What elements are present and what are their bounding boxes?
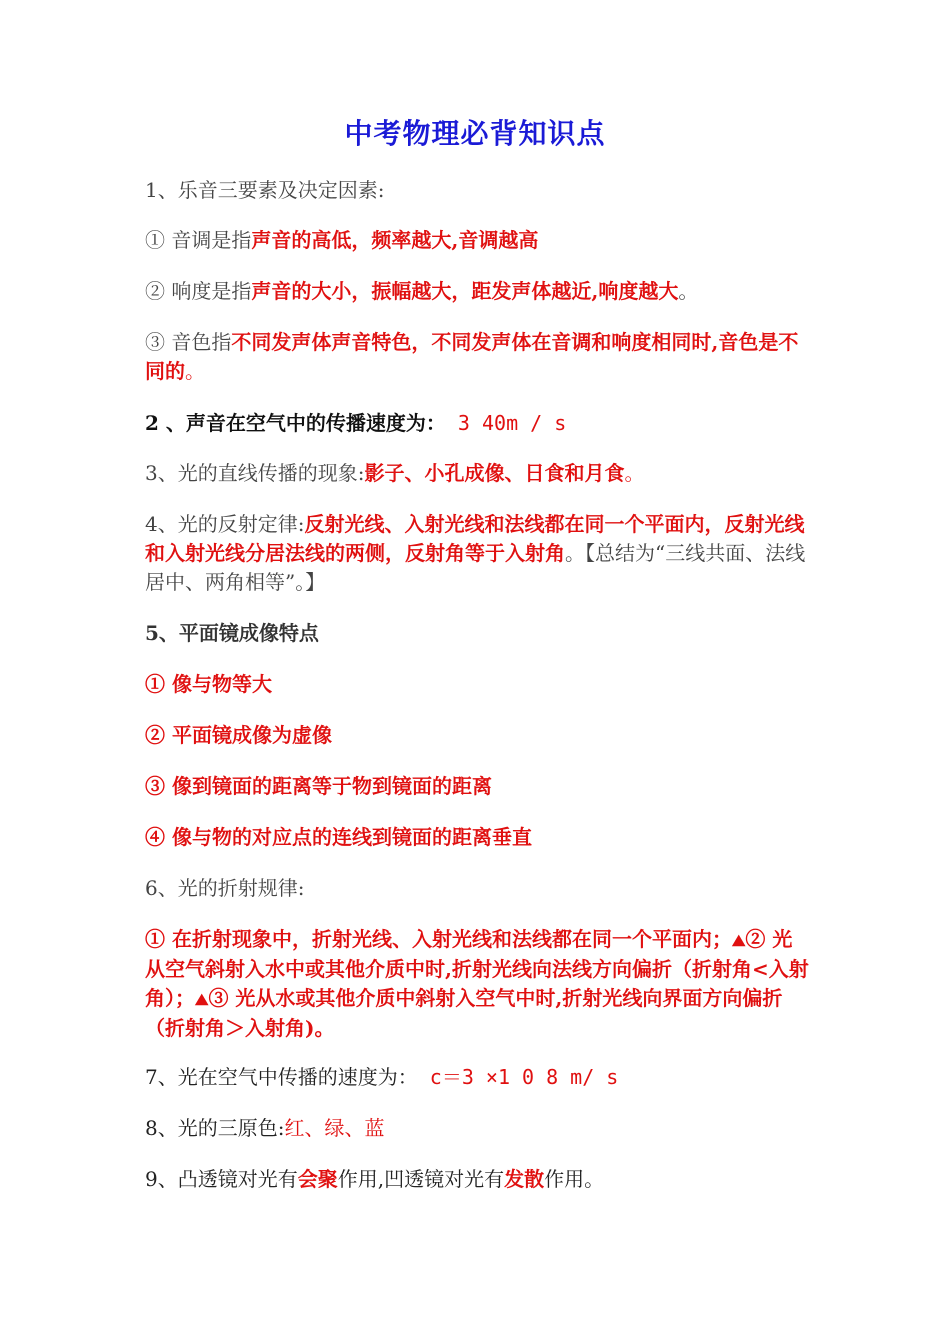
loudness-end: 。: [678, 279, 699, 303]
section-2: [145, 409, 810, 438]
section-4: [145, 510, 810, 597]
section-3: [145, 459, 810, 488]
primary-colors-label: 8、光的三原色:: [145, 1116, 285, 1140]
page-title: 中考物理必背知识点: [344, 117, 606, 150]
mirror-point-4: ④ 像与物的对应点的连线到镜面的距离垂直: [145, 825, 532, 849]
mirror-point-1: ① 像与物等大: [145, 672, 272, 696]
timbre-item: [145, 328, 810, 386]
reflection-summary: 。【总结为“三线共面、法线居中、两角相等”。】: [145, 541, 806, 594]
pitch-item: [145, 226, 810, 255]
loudness-label: ② 响度是指: [145, 279, 252, 303]
loudness-definition: 声音的大小，振幅越大，距发声体越近,响度越大: [251, 279, 679, 303]
refraction-rule-3: ③ 光从水或其他介质中斜射入空气中时,折射光线向界面方向偏折（折射角＞入射角)。: [145, 986, 783, 1040]
mirror-point-3: ③ 像到镜面的距离等于物到镜面的距离: [145, 774, 492, 798]
light-speed-label: 7、光在空气中传播的速度为：: [145, 1065, 418, 1089]
converging-term: 会聚: [297, 1167, 338, 1191]
primary-colors-value: 红、绿、蓝: [284, 1116, 385, 1140]
refraction-rule-1: ① 在折射现象中，折射光线、入射光线和法线都在同一个平面内；: [145, 927, 732, 951]
section-6-heading: 6、光的折射规律:: [145, 876, 305, 900]
mirror-point-2: ② 平面镜成像为虚像: [145, 723, 332, 747]
rectilinear-end: 。: [624, 461, 645, 485]
lens-text-3: 作用。: [544, 1167, 605, 1191]
section-5-heading: 5、平面镜成像特点: [145, 621, 319, 645]
section-9: [145, 1165, 810, 1194]
lens-text-2: 作用,凹透镜对光有: [337, 1167, 505, 1191]
sound-speed-value: 3 40m / s: [445, 411, 567, 435]
section-8: [145, 1114, 810, 1143]
light-speed-value: c＝3 ×1 0 8 m/ s: [417, 1065, 619, 1089]
rectilinear-label: 3、光的直线传播的现象:: [145, 461, 365, 485]
mountain-icon: ⛰: [731, 931, 746, 950]
section-7: [145, 1063, 810, 1092]
mountain-icon: ⛰: [195, 990, 209, 1009]
diverging-term: 发散: [504, 1167, 545, 1191]
reflection-label: 4、光的反射定律:: [145, 512, 305, 536]
section-1-heading: 1、乐音三要素及决定因素:: [145, 178, 385, 202]
pitch-definition: 声音的高低，频率越大,音调越高: [251, 228, 539, 252]
rectilinear-examples: 影子、小孔成像、日食和月食: [364, 461, 625, 485]
loudness-item: [145, 277, 810, 306]
timbre-label: ③ 音色指: [145, 330, 232, 354]
sound-speed-label: 2 、声音在空气中的传播速度为：: [145, 411, 446, 435]
timbre-definition: 不同发声体声音特色，不同发声体在音调和响度相同时,音色是不同的: [145, 330, 799, 383]
pitch-label: ① 音调是指: [145, 228, 252, 252]
lens-text-1: 9、凸透镜对光有: [145, 1167, 298, 1191]
refraction-rules: [145, 925, 810, 1043]
refraction-rule-2: ② 光从空气斜射入水中或其他介质中时,折射光线向法线方向偏折（折射角<入射角）；: [145, 927, 809, 1010]
reflection-law: 反射光线、入射光线和法线都在同一个平面内，反射光线和入射光线分居法线的两侧，反射角等于入射角: [145, 512, 805, 565]
timbre-end: 。: [185, 359, 205, 383]
